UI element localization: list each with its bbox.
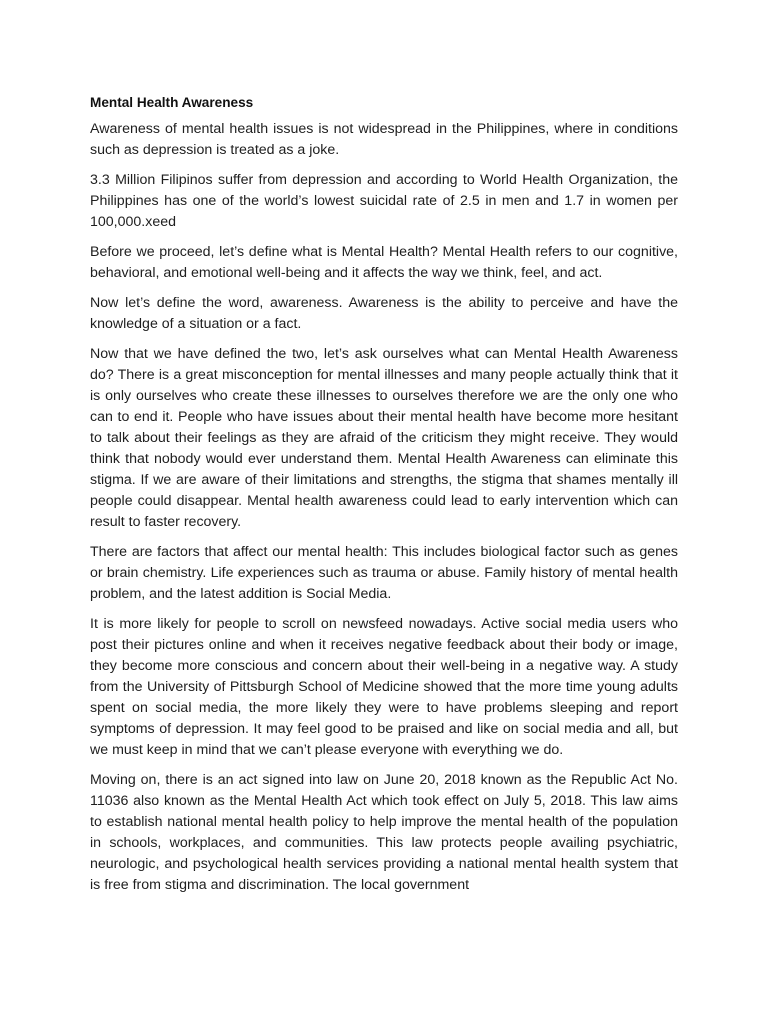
document-title: Mental Health Awareness [90, 95, 254, 110]
paragraph-mental-health-act: Moving on, there is an act signed into law on June 20, 2018 known as the Republic Act No. 11036 also known as the Mental Health Act which took effect on July 5, 2018. This law aims to establish national mental health policy to help improve the mental health of the population in schools, workplaces, and communities. This law protects people availing psychiatric, neurologic, and psychological health services providing a national mental health system that is free from stigma and discrimination. The local government [90, 772, 678, 893]
paragraph-awareness-definition: Now let’s define the word, awareness. Awareness is the ability to perceive and have the knowledge of a situation or a fact. [90, 295, 678, 332]
paragraph-depression-statistics: 3.3 Million Filipinos suffer from depression and according to World Health Organization, the Philippines has one of the world’s lowest suicidal rate of 2.5 in men and 1.7 in women per 100,000.xeed [90, 172, 678, 230]
paragraph-awareness-intro: Awareness of mental health issues is not widespread in the Philippines, where in conditions such as depression is treated as a joke. [90, 121, 678, 158]
paragraph-factors: There are factors that affect our mental health: This includes biological factor such as genes or brain chemistry. Life experiences such as trauma or abuse. Family history of mental health problem, and the latest addition is Social Media. [90, 544, 678, 602]
paragraph-mental-health-definition: Before we proceed, let’s define what is Mental Health? Mental Health refers to our cognitive, behavioral, and emotional well-being and it affects the way we think, feel, and act. [90, 244, 678, 281]
paragraph-stigma: Now that we have defined the two, let’s ask ourselves what can Mental Health Awareness do? There is a great misconception for mental illnesses and many people actually think that it is only ourselves who create these illnesses to ourselves therefore we are the only one who can to end it. People who have issues about their mental health have become more hesitant to talk about their feelings as they are afraid of the criticism they might receive. They would think that nobody would ever understand them. Mental Health Awareness can eliminate this stigma. If we are aware of their limitations and strengths, the stigma that shames mentally ill people could disappear. Mental health awareness could lead to early intervention which can result to faster recovery. [90, 346, 678, 530]
paragraph-social-media: It is more likely for people to scroll on newsfeed nowadays. Active social media users who post their pictures online and when it receives negative feedback about their body or image, they become more conscious and concern about their well-being in a negative way. A study from the University of Pittsburgh School of Medicine showed that the more time young adults spent on social media, the more likely they were to have problems sleeping and report symptoms of depression. It may feel good to be praised and like on social media and all, but we must keep in mind that we can’t please everyone with everything we do. [90, 616, 678, 758]
